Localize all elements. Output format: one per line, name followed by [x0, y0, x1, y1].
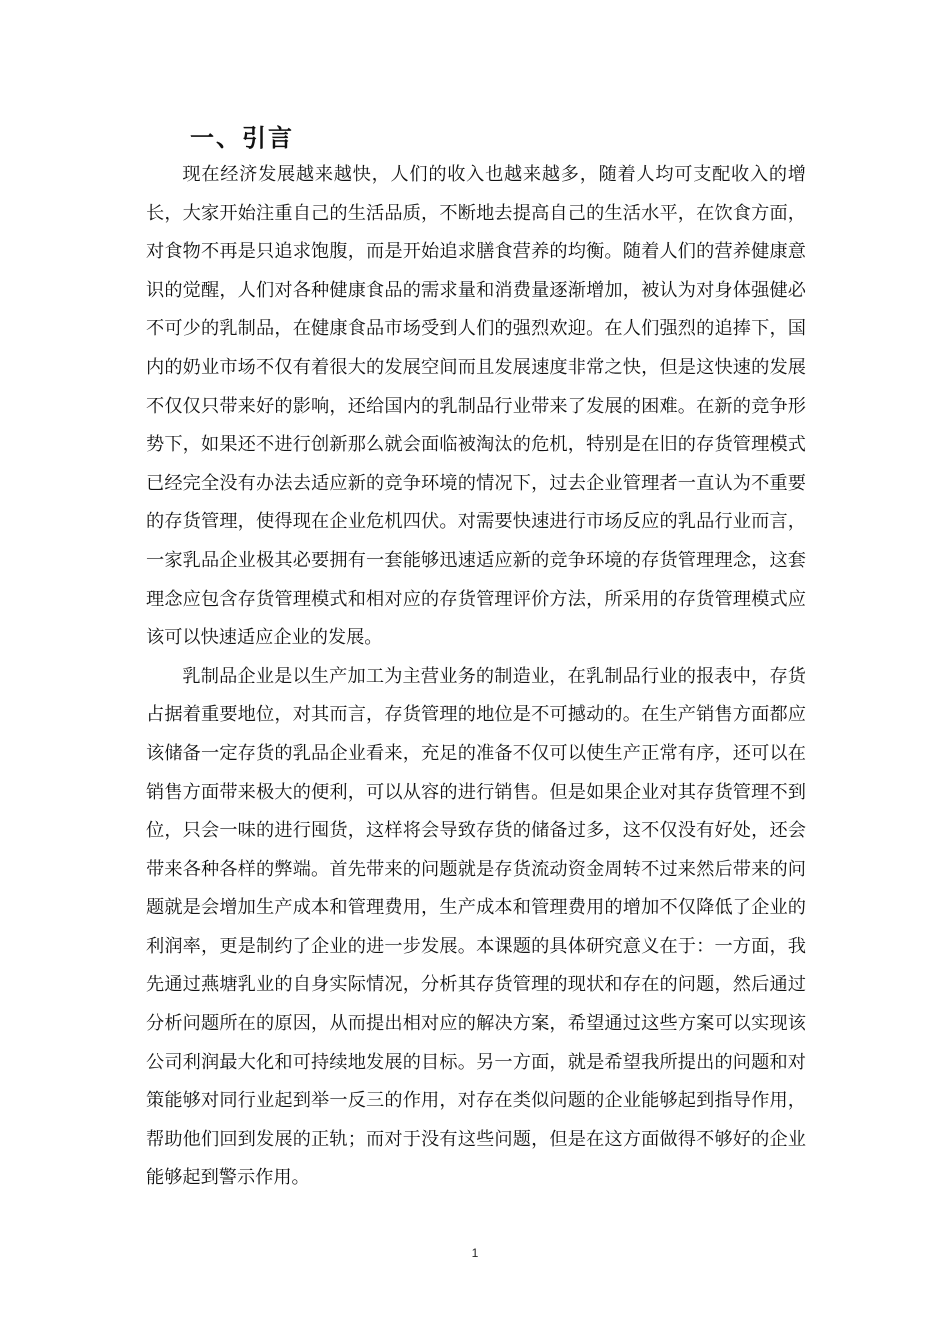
paragraph-1: 现在经济发展越来越快，人们的收入也越来越多，随着人均可支配收入的增长，大家开始注重自己的生活品质，不断地去提高自己的生活水平，在饮食方面，对食物不再是只追求饱腹，而是开始追求膳食营养的均衡。随着人们的营养健康意识的觉醒，人们对各种健康食品的需求量和消费量逐渐增加，被认为对身体强健必不可少的乳制品，在健康食品市场受到人们的强烈欢迎。在人们强烈的追捧下，国内的奶业市场不仅有着很大的发展空间而且发展速度非常之快，但是这快速的发展不仅仅只带来好的影响，还给国内的乳制品行业带来了发展的困难。在新的竞争形势下，如果还不进行创新那么就会面临被淘汰的危机，特别是在旧的存货管理模式已经完全没有办法去适应新的竞争环境的情况下，过去企业管理者一直认为不重要的存货管理，使得现在企业危机四伏。对需要快速进行市场反应的乳品行业而言，一家乳品企业极其必要拥有一套能够迅速适应新的竞争环境的存货管理理念，这套理念应包含存货管理模式和相对应的存货管理评价方法，所采用的存货管理模式应该可以快速适应企业的发展。 [146, 164, 806, 649]
section-heading: 一、引言 [190, 124, 294, 152]
page-number: 1 [471, 1246, 479, 1260]
paragraph-2: 乳制品企业是以生产加工为主营业务的制造业，在乳制品行业的报表中，存货占据着重要地位，对其而言，存货管理的地位是不可撼动的。在生产销售方面都应该储备一定存货的乳品企业看来，充足的准备不仅可以使生产正常有序，还可以在销售方面带来极大的便利，可以从容的进行销售。但是如果企业对其存货管理不到位，只会一味的进行囤货，这样将会导致存货的储备过多，这不仅没有好处，还会带来各种各样的弊端。首先带来的问题就是存货流动资金周转不过来然后带来的问题就是会增加生产成本和管理费用，生产成本和管理费用的增加不仅降低了企业的利润率，更是制约了企业的进一步发展。本课题的具体研究意义在于：一方面，我先通过燕塘乳业的自身实际情况，分析其存货管理的现状和存在的问题，然后通过分析问题所在的原因，从而提出相对应的解决方案，希望通过这些方案可以实现该公司利润最大化和可持续地发展的目标。另一方面，就是希望我所提出的问题和对策能够对同行业起到举一反三的作用，对存在类似问题的企业能够起到指导作用，帮助他们回到发展的正轨；而对于没有这些问题，但是在这方面做得不够好的企业能够起到警示作用。 [146, 665, 806, 1189]
body-text [146, 156, 806, 1198]
